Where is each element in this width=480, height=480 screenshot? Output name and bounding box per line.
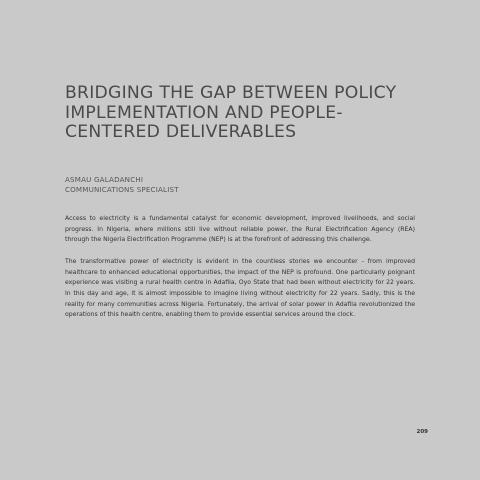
author-block	[65, 175, 179, 195]
title-line-2: IMPLEMENTATION AND PEOPLE-	[65, 102, 343, 123]
title-line-1: BRIDGING THE GAP BETWEEN POLICY	[65, 83, 397, 103]
paragraph: Access to electricity is a fundamental catalyst for economic development, improved livelihoods, and social progress. In Nigeria, where millions still live without reliable power, the Rural Electrification Agency (REA) through the Nigeria Electrification Programme (NEP) is at the forefront of addressing this challenge.	[65, 215, 415, 244]
author-role: COMMUNICATIONS SPECIALIST	[65, 185, 179, 194]
page-number: 209	[416, 429, 428, 435]
title-line-3: CENTERED DELIVERABLES	[65, 122, 297, 142]
paragraph: The transformative power of electricity is evident in the countless stories we encounter - from improved healthcare to enhanced educational opportunities, the impact of the NEP is profound. One particularly poignant experience was visiting a rural health centre in Adafila, Oyo State that had been without electricity for 22 years. In this day and age, it is almost impossible to imagine living without electricity for 22 years. Sadly, this is the reality for many communities across Nigeria. Fortunately, the arrival of solar power in Adafila revolutionized the operations of this health centre, enabling them to provide essential services around the clock.	[65, 257, 415, 319]
article-body	[65, 214, 415, 332]
author-name: ASMAU GALADANCHI	[65, 175, 144, 184]
article-title	[65, 84, 425, 143]
